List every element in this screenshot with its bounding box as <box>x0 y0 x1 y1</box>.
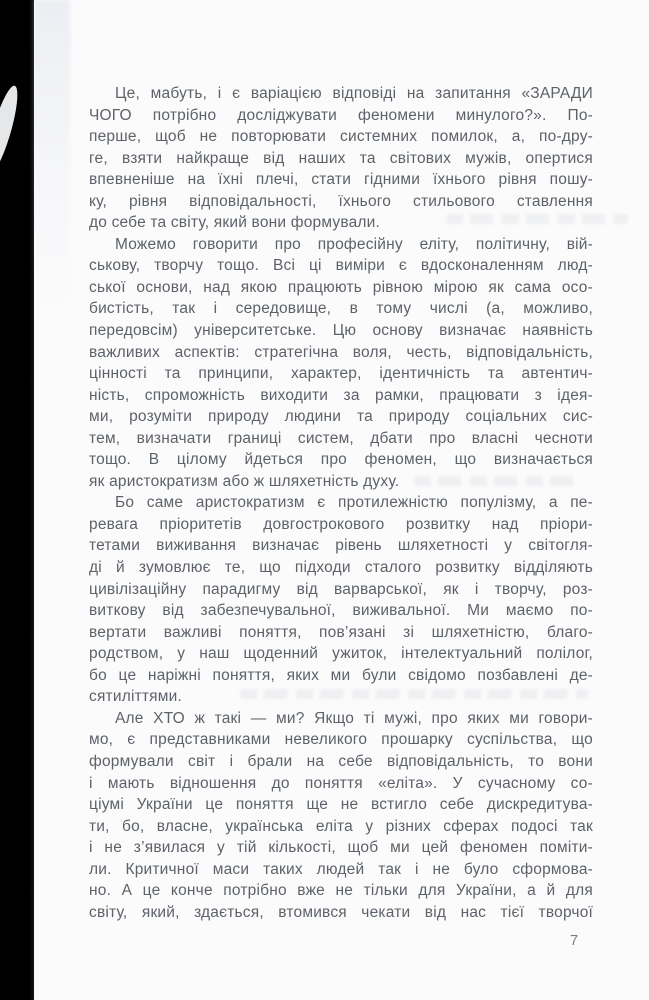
body-text <box>89 83 593 923</box>
text-line: Бо саме аристократизм є протилежністю популізму, а пе- <box>115 494 593 512</box>
page-edge-shading <box>34 0 70 320</box>
text-line: ЧОГО потрібно досліджувати феномени минулого?». По- <box>89 106 594 124</box>
text-line: цінності та принципи, характер, ідентичність та автентич- <box>89 365 593 383</box>
text-line: цивілізаційну парадигму від варварської, як і творчу, роз- <box>89 580 593 598</box>
text-line: Можемо говорити про професійну еліту, політичну, вій- <box>115 235 593 253</box>
text-line: впевненіше на їхні плечі, стати гідними їхнього рівня пошу- <box>89 171 594 189</box>
text-line: родством, у наш щоденний ужиток, інтелектуальний полілог, <box>89 645 594 663</box>
text-line: ге, взяти найкраще від наших та світових мужів, опертися <box>89 149 593 167</box>
text-line: передовсім) університетське. Цю основу визначає наявність <box>89 322 593 340</box>
text-line: світу, який, здається, втомився чекати від нас тієї творчої <box>89 903 594 921</box>
text-line: ревага пріоритетів довгострокового розвитку над пріори- <box>89 515 593 533</box>
text-line: Але ХТО ж такі — ми? Якщо ті мужі, про яких ми говори- <box>115 709 593 727</box>
text-line: ськову, творчу тощо. Всі ці виміри є вдосконаленням люд- <box>89 257 593 275</box>
text-line: до себе та світу, який вони формували. <box>89 214 381 232</box>
show-through-text <box>240 689 588 699</box>
text-line: тем, визначати границі систем, дбати про власні чесноти <box>89 429 594 447</box>
text-line: виткову від забезпечувальної, виживальної. Ми маємо по- <box>89 602 593 620</box>
text-line: важливих аспектів: стратегічна воля, честь, відповідальність, <box>89 343 593 361</box>
text-line: ді й зумовлює те, що підходи сталого розвитку відділяють <box>89 559 593 577</box>
text-line: ність, спроможність виходити за рамки, працювати з ідея- <box>89 386 593 404</box>
show-through-text <box>414 476 578 486</box>
text-line: но. А це конче потрібно вже не тільки для України, а й для <box>89 882 593 900</box>
text-line: сятиліттями. <box>89 688 183 706</box>
text-line: бистість, так і середовище, в тому числі (а, можливо, <box>89 300 593 318</box>
show-through-text <box>446 214 628 224</box>
text-line: мо, є представниками невеликого прошарку суспільства, що <box>89 731 593 749</box>
text-line: ти, бо, власне, українська еліта у різних сферах подосі так <box>89 817 593 835</box>
text-line: перше, щоб не повторювати системних помилок, а, по-дру- <box>89 128 594 146</box>
text-line: бо це наріжні поняття, яких ми були свідомо позбавлені де- <box>89 666 594 684</box>
text-line: Це, мабуть, і є варіацією відповіді на запитання «ЗАРАДИ <box>115 85 593 102</box>
book-spine-shadow <box>0 0 34 1000</box>
text-line: формували світ і брали на себе відповідальність, то вони <box>89 752 593 770</box>
text-line: вертати важливі поняття, пов’язані зі шляхетністю, благо- <box>89 623 594 641</box>
text-line: ми, розуміти природу людини та природу соціальних сис- <box>89 408 594 426</box>
text-line: і не з’явилася у тій кількості, щоб ми цей феномен поміти- <box>89 839 593 857</box>
text-line: і мають відношення до поняття «еліта». У сучасному со- <box>89 774 593 792</box>
text-line: ли. Критичної маси таких людей так і не було сформова- <box>89 860 594 878</box>
text-line: ської основи, над якою працюють рівною мірою як сама осо- <box>89 278 593 296</box>
text-line: тощо. В цілому йдеться про феномен, що визначається <box>89 451 594 469</box>
page-number: 7 <box>570 933 579 949</box>
text-line: ціумі України це поняття ще не встигло себе дискредитува- <box>89 796 594 814</box>
text-line: тетами виживання визначає рівень шляхетності у світогля- <box>89 537 593 555</box>
text-line: ку, рівня відповідальності, їхнього стильового ставлення <box>89 192 593 210</box>
text-line: як аристократизм або ж шляхетність духу. <box>89 472 400 490</box>
